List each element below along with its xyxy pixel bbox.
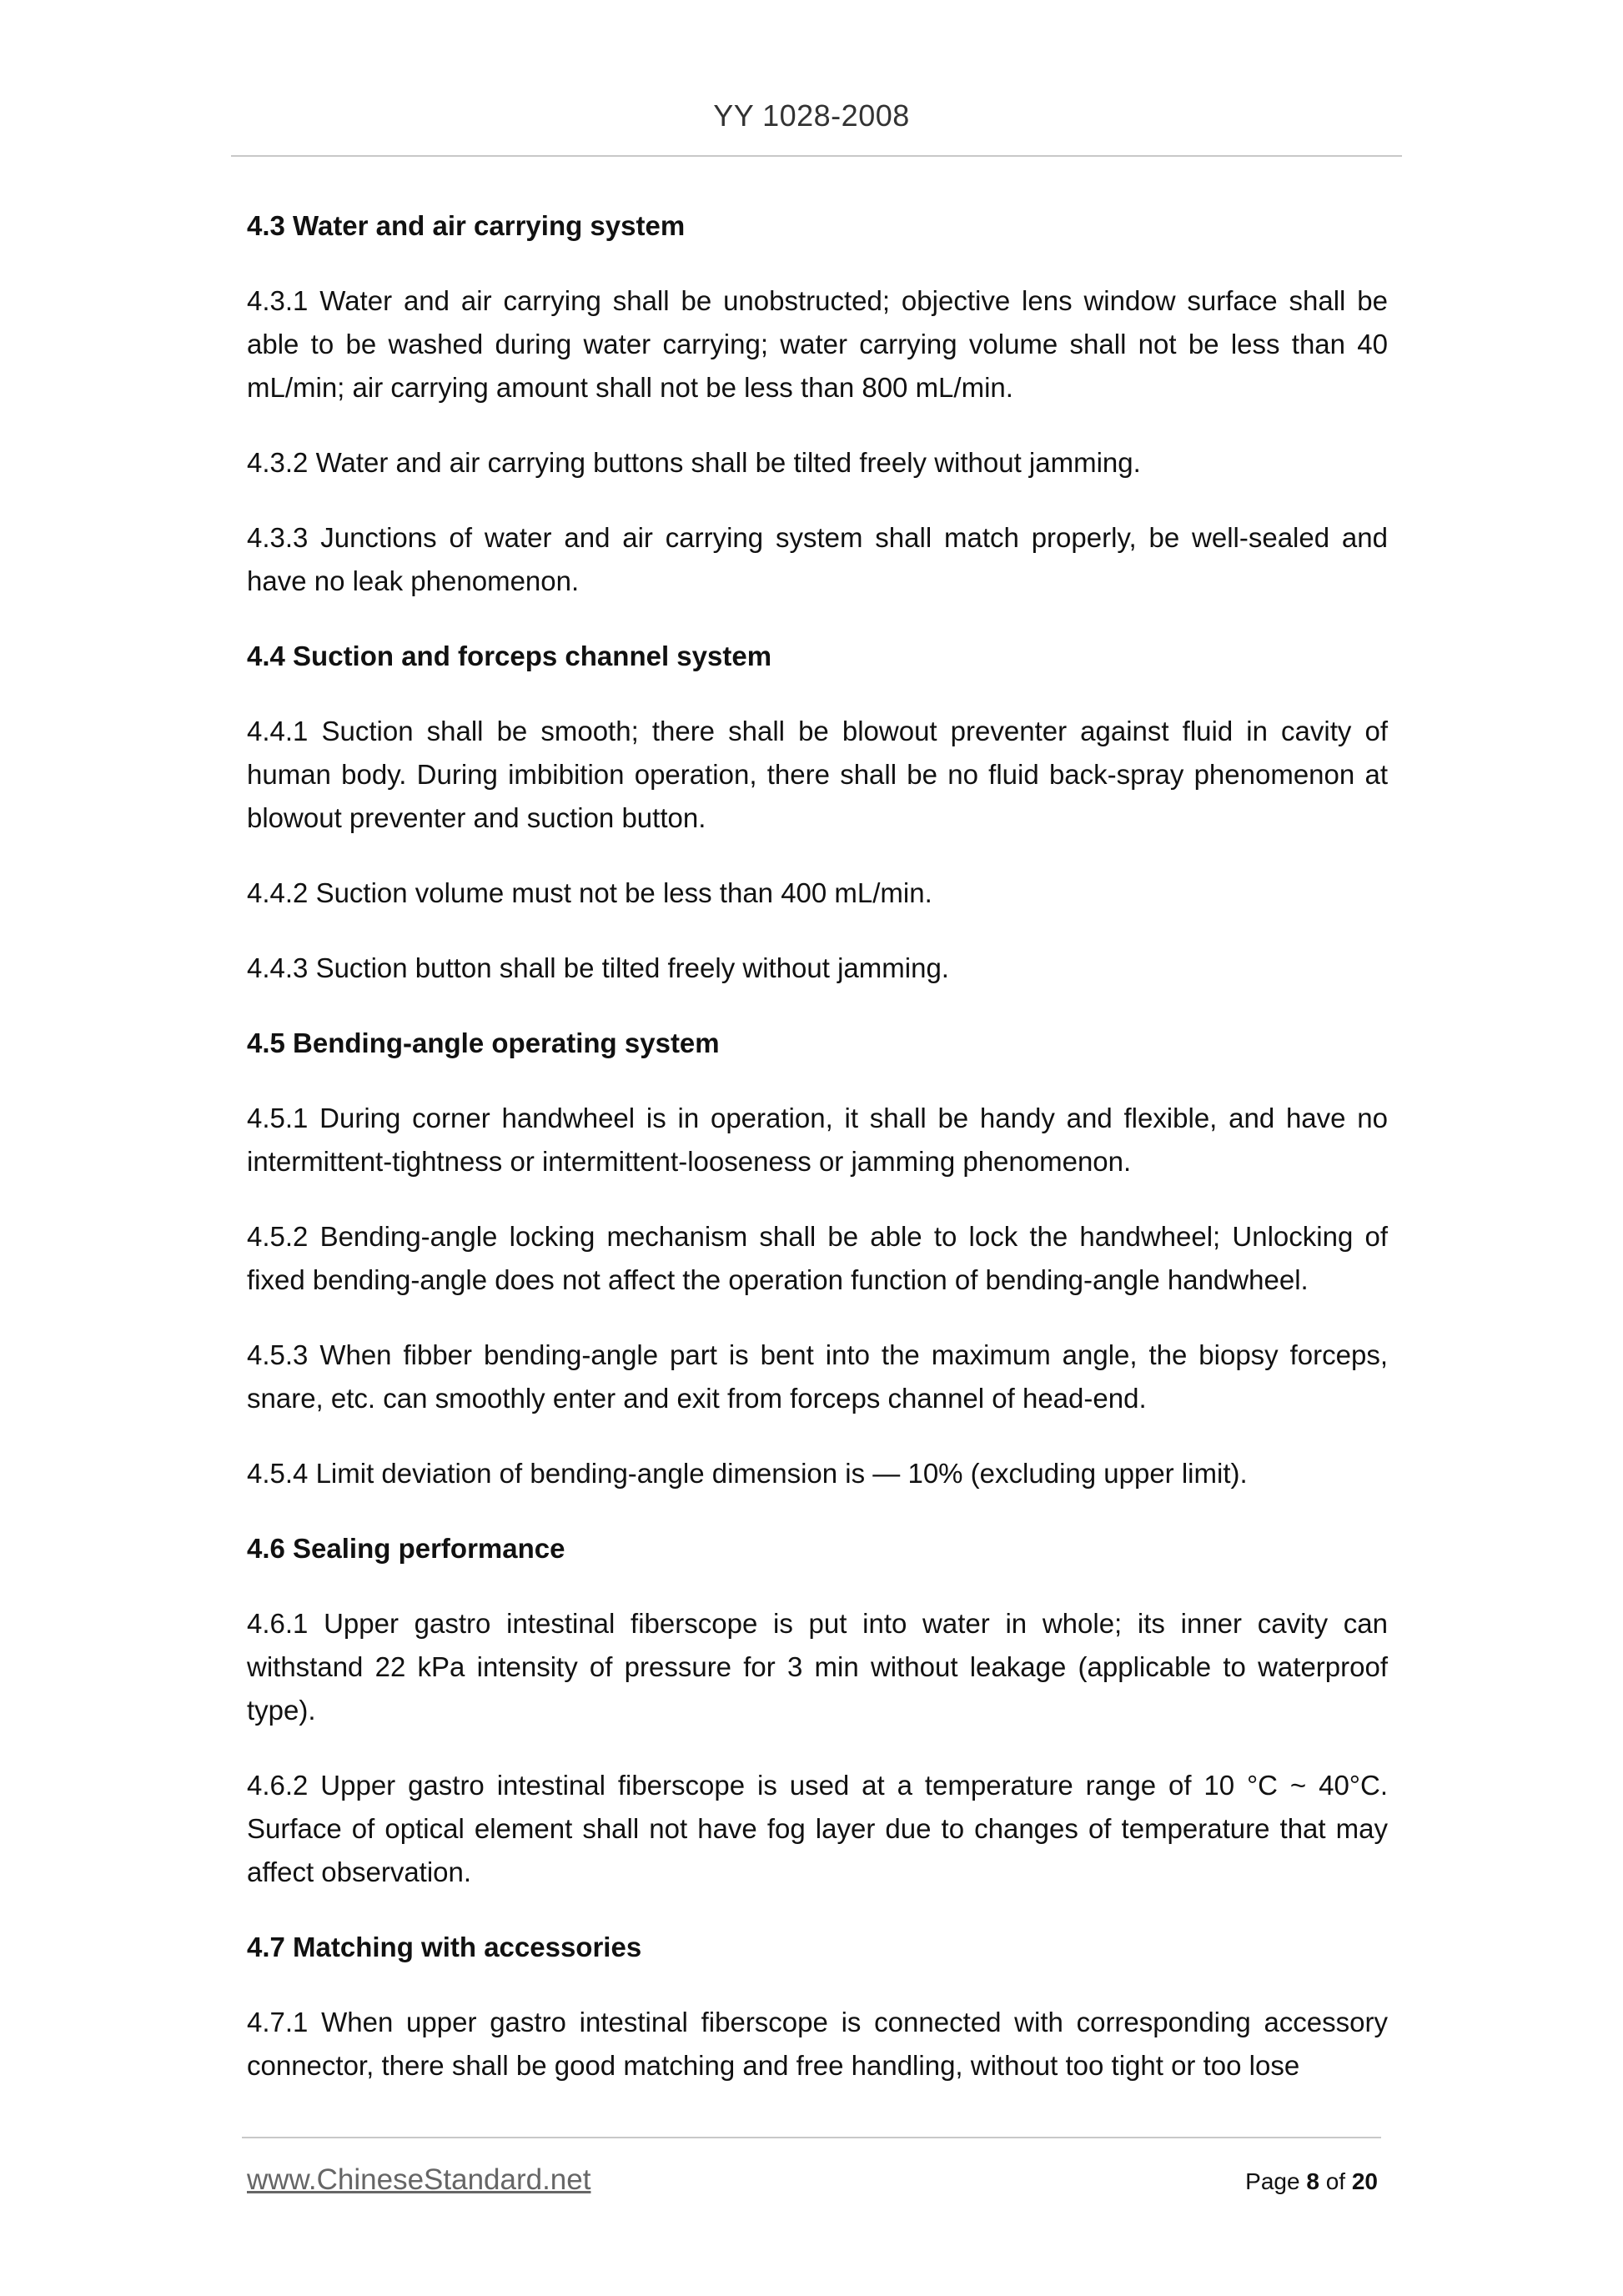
clause-paragraph: 4.6.2 Upper gastro intestinal fiberscope is used at a temperature range of 10 °C ~ 40°C. Surface of optical element shall not have fog layer due to changes of temperature that may affect observation.: [247, 1770, 1388, 1887]
page-word: Page: [1245, 2168, 1300, 2194]
document-body: [247, 204, 1388, 2119]
clause-paragraph: 4.6.1 Upper gastro intestinal fiberscope is put into water in whole; its inner cavity can withstand 22 kPa intensity of pressure for 3 min without leakage (applicable to waterproof type).: [247, 1608, 1388, 1726]
clause-paragraph: 4.4.2 Suction volume must not be less than 400 mL/min.: [247, 877, 932, 908]
page-number: [1245, 2168, 1378, 2195]
header-divider: [231, 155, 1402, 157]
section-heading: 4.4 Suction and forceps channel system: [247, 641, 772, 671]
clause-paragraph: 4.7.1 When upper gastro intestinal fiberscope is connected with corresponding accessory connector, there shall be good matching and free handling, without too tight or too lose: [247, 2007, 1388, 2081]
clause-paragraph: 4.4.3 Suction button shall be tilted freely without jamming.: [247, 952, 949, 983]
clause-paragraph: 4.5.3 When fibber bending-angle part is bent into the maximum angle, the biopsy forceps, snare, etc. can smoothly enter and exit from forceps channel of head-end.: [247, 1339, 1388, 1414]
document-id-header: YY 1028-2008: [713, 98, 910, 133]
section-heading: 4.7 Matching with accessories: [247, 1932, 642, 1962]
clause-paragraph: 4.5.2 Bending-angle locking mechanism shall be able to lock the handwheel; Unlocking of fixed bending-angle does not affect the operation function of bending-angle handwheel.: [247, 1221, 1388, 1295]
clause-paragraph: 4.5.4 Limit deviation of bending-angle dimension is — 10% (excluding upper limit).: [247, 1458, 1248, 1489]
section-heading: 4.6 Sealing performance: [247, 1533, 565, 1564]
page-current: 8: [1306, 2168, 1319, 2194]
footer-divider: [242, 2137, 1381, 2138]
page-of-word: of: [1325, 2168, 1346, 2194]
clause-paragraph: 4.5.1 During corner handwheel is in operation, it shall be handy and flexible, and have no intermittent-tightness or intermittent-looseness or jamming phenomenon.: [247, 1103, 1388, 1177]
clause-paragraph: 4.3.2 Water and air carrying buttons shall be tilted freely without jamming.: [247, 447, 1141, 478]
clause-paragraph: 4.3.3 Junctions of water and air carrying system shall match properly, be well-sealed and have no leak phenomenon.: [247, 522, 1388, 596]
clause-paragraph: 4.4.1 Suction shall be smooth; there shall be blowout preventer against fluid in cavity of human body. During imbibition operation, there shall be no fluid back-spray phenomenon at blowout preventer and suction button.: [247, 716, 1388, 833]
section-heading: 4.3 Water and air carrying system: [247, 210, 686, 241]
website-link[interactable]: www.ChineseStandard.net: [247, 2163, 591, 2196]
page-total: 20: [1351, 2168, 1378, 2194]
clause-paragraph: 4.3.1 Water and air carrying shall be unobstructed; objective lens window surface shall be able to be washed during water carrying; water carrying volume shall not be less than 40 mL/min; air carrying amount shall not be less than 800 mL/min.: [247, 285, 1388, 403]
section-heading: 4.5 Bending-angle operating system: [247, 1027, 720, 1058]
